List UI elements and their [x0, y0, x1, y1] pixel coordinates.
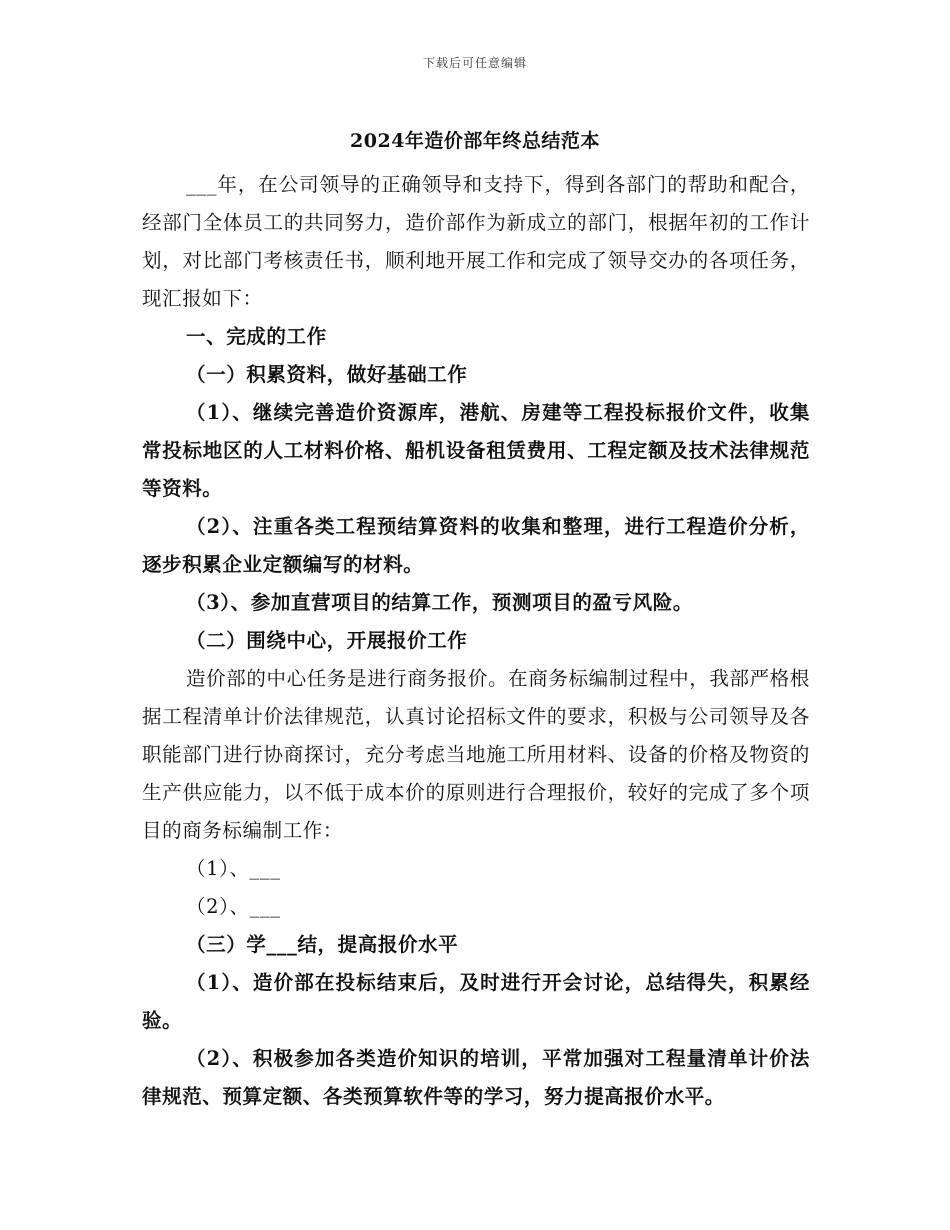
- section-heading-completed-work: 一、完成的工作: [186, 325, 327, 348]
- subsection-heading-accumulate-data: （一）积累资料，做好基础工作: [186, 363, 468, 386]
- subsection-heading-quotation-work: （二）围绕中心，开展报价工作: [186, 629, 468, 652]
- document-title: 2024年造价部年终总结范本: [350, 130, 600, 152]
- quotation-paragraph: 造价部的中心任务是进行商务报价。在商务标编制过程中，我部严格根据工程清单计价法律规范，认真讨论招标文件的要求，积极与公司领导及各职能部门进行协商探讨，充分考虑当地施工所用材料、设备的价格及物资的生产供应能力，以不低于成本价的原则进行合理报价，较好的完成了多个项目的商务标编制工作：: [142, 667, 810, 842]
- list-item: （2）、___: [186, 895, 281, 918]
- intro-paragraph: ___年，在公司领导的正确领导和支持下，得到各部门的帮助和配合，经部门全体员工的共同努力，造价部作为新成立的部门，根据年初的工作计划，对比部门考核责任书，顺利地开展工作和完成了领导交办的各项任务，现汇报如下：: [142, 173, 810, 310]
- list-item: （2）、积极参加各类造价知识的培训，平常加强对工程量清单计价法律规范、预算定额、各类预算软件等的学习，努力提高报价水平。: [142, 1047, 810, 1108]
- list-item: （2）、注重各类工程预结算资料的收集和整理，进行工程造价分析，逐步积累企业定额编写的材料。: [142, 515, 810, 576]
- document-body: [142, 166, 810, 1116]
- list-item: （1）、___: [186, 857, 281, 880]
- list-item: （1）、继续完善造价资源库，港航、房建等工程投标报价文件，收集常投标地区的人工材料价格、船机设备租赁费用、工程定额及技术法律规范等资料。: [142, 401, 810, 500]
- subsection-heading-improve-quotation: （三）学___结，提高报价水平: [186, 933, 459, 956]
- header-note: 下载后可任意编辑: [422, 56, 527, 70]
- list-item: （1）、造价部在投标结束后，及时进行开会讨论，总结得失，积累经验。: [142, 971, 810, 1032]
- list-item: （3）、参加直营项目的结算工作，预测项目的盈亏风险。: [186, 591, 693, 614]
